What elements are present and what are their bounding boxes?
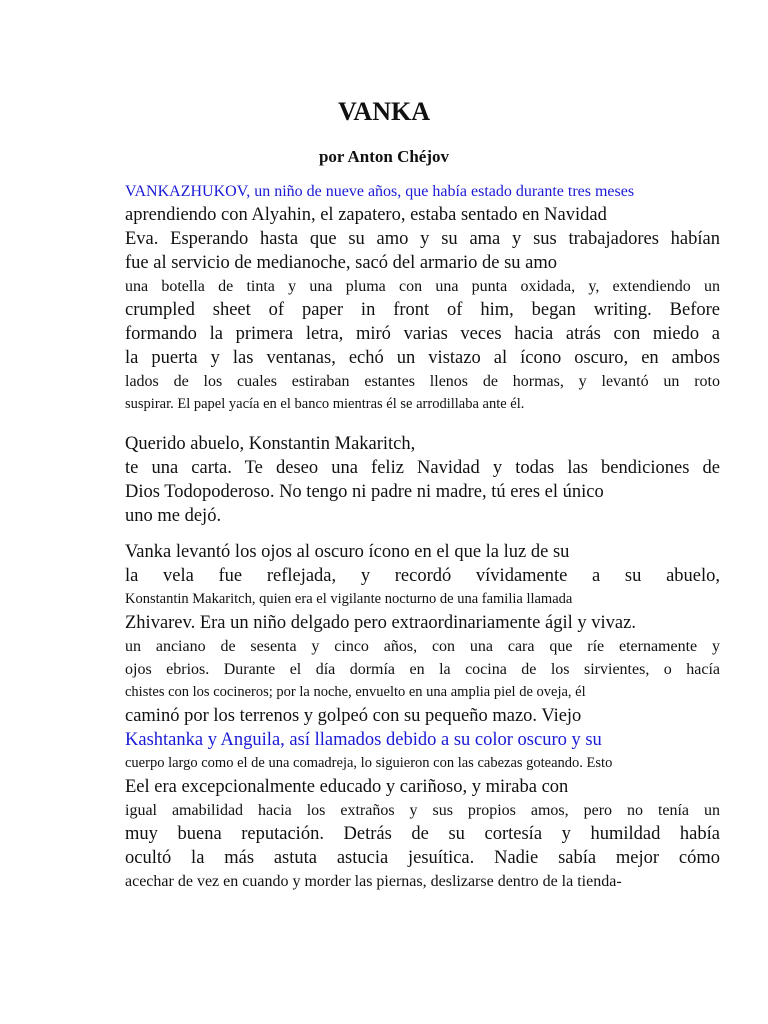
text-line: acechar de vez en cuando y morder las piernas, deslizarse dentro de la tienda- [125,873,622,890]
text-line: un anciano de sesenta y cinco años, con una cara que ríe eternamente y [125,638,720,655]
text-line: Dios Todopoderoso. No tengo ni padre ni madre, tú eres el único [125,482,604,502]
document-author: por Anton Chéjov [318,147,450,166]
document-title: VANKA [338,97,430,126]
text-line: Vanka levantó los ojos al oscuro ícono en el que la luz de su [125,542,570,562]
text-line: suspirar. El papel yacía en el banco mientras él se arrodillaba ante él. [125,396,525,412]
text-line: chistes con los cocineros; por la noche, envuelto en una amplia piel de oveja, él [125,684,586,700]
text-line: Kashtanka y Anguila, así llamados debido a su color oscuro y su [125,730,602,750]
text-line: Eva. Esperando hasta que su amo y su ama y sus trabajadores habían [125,229,720,249]
text-line: VANKAZHUKOV, un niño de nueve años, que había estado durante tres meses [125,183,635,200]
paragraph-gap [125,416,720,432]
text-line: crumpled sheet of paper in front of him, began writing. Before [125,300,720,320]
text-line: aprendiendo con Alyahin, el zapatero, estaba sentado en Navidad [125,205,607,225]
text-line: lados de los cuales estiraban estantes llenos de hormas, y levantó un roto [125,373,720,390]
text-line: la puerta y las ventanas, echó un vistazo al ícono oscuro, en ambos [125,348,720,368]
text-line: cuerpo largo como el de una comadreja, lo siguieron con las cabezas goteando. Esto [125,755,613,771]
text-line: Eel era excepcionalmente educado y cariñoso, y miraba con [125,777,569,797]
paragraph-3 [125,540,720,893]
paragraph-gap [125,528,720,540]
text-line: igual amabilidad hacia los extraños y sus propios amos, pero no tenía un [125,802,720,819]
text-line: uno me dejó. [125,506,222,526]
text-line: Querido abuelo, Konstantin Makaritch, [125,434,416,454]
text-line: Konstantin Makaritch, quien era el vigilante nocturno de una familia llamada [125,591,573,607]
text-line: caminó por los terrenos y golpeó con su pequeño mazo. Viejo [125,706,582,726]
text-line: Zhivarev. Era un niño delgado pero extraordinariamente ágil y vivaz. [125,613,636,633]
paragraph-2 [125,432,720,528]
text-line: la vela fue reflejada, y recordó vívidamente a su abuelo, [125,566,720,586]
text-line: ocultó la más astuta astucia jesuítica. Nadie sabía mejor cómo [125,848,720,868]
paragraph-1 [125,180,720,416]
text-line: formando la primera letra, miró varias veces hacia atrás con miedo a [125,324,720,344]
text-line: fue al servicio de medianoche, sacó del armario de su amo [125,253,558,273]
text-line: ojos ebrios. Durante el día dormía en la cocina de los sirvientes, o hacía [125,661,720,678]
text-line: te una carta. Te deseo una feliz Navidad y todas las bendiciones de [125,458,720,478]
text-line: muy buena reputación. Detrás de su cortesía y humildad había [125,824,720,844]
document-body [125,180,720,893]
text-line: una botella de tinta y una pluma con una punta oxidada, y, extendiendo un [125,278,720,295]
